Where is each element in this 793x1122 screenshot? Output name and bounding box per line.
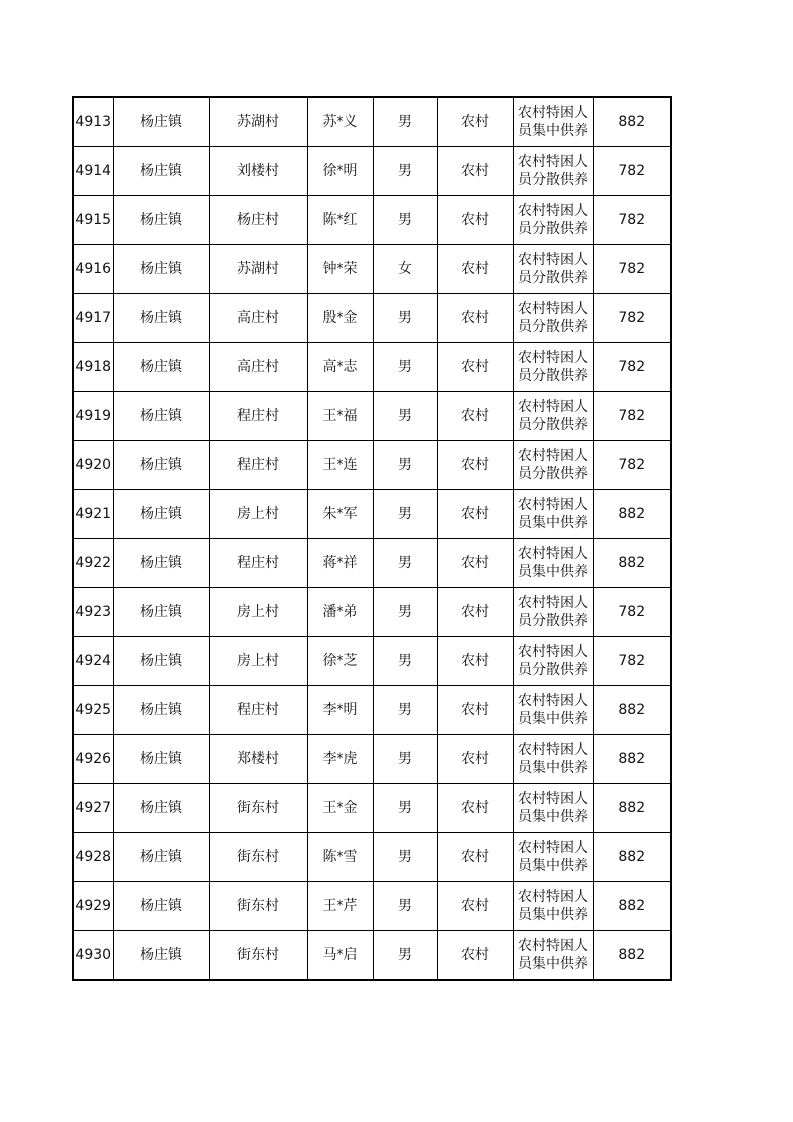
cell-gender: 男 — [373, 539, 437, 588]
table-row — [73, 931, 671, 981]
cell-village: 高庄村 — [209, 294, 307, 343]
cell-gender: 男 — [373, 97, 437, 147]
cell-name: 陈*雪 — [307, 833, 373, 882]
table-row — [73, 343, 671, 392]
cell-id: 4927 — [73, 784, 113, 833]
cell-amount: 782 — [593, 196, 671, 245]
table-row — [73, 735, 671, 784]
cell-gender: 男 — [373, 686, 437, 735]
cell-area: 农村 — [437, 637, 513, 686]
records-table — [72, 96, 672, 981]
table-row — [73, 441, 671, 490]
cell-town: 杨庄镇 — [113, 147, 209, 196]
cell-gender: 男 — [373, 147, 437, 196]
cell-village: 房上村 — [209, 490, 307, 539]
cell-village: 程庄村 — [209, 441, 307, 490]
cell-village: 街东村 — [209, 784, 307, 833]
cell-support-type: 农村特困人员集中供养 — [513, 931, 593, 981]
cell-support-type: 农村特困人员集中供养 — [513, 539, 593, 588]
table-row — [73, 294, 671, 343]
cell-amount: 882 — [593, 735, 671, 784]
cell-town: 杨庄镇 — [113, 637, 209, 686]
cell-amount: 782 — [593, 637, 671, 686]
table-row — [73, 392, 671, 441]
cell-village: 房上村 — [209, 588, 307, 637]
cell-area: 农村 — [437, 441, 513, 490]
cell-town: 杨庄镇 — [113, 97, 209, 147]
cell-id: 4915 — [73, 196, 113, 245]
table-row — [73, 833, 671, 882]
cell-name: 殷*金 — [307, 294, 373, 343]
cell-name: 钟*荣 — [307, 245, 373, 294]
cell-village: 苏湖村 — [209, 97, 307, 147]
cell-town: 杨庄镇 — [113, 392, 209, 441]
cell-support-type: 农村特困人员集中供养 — [513, 97, 593, 147]
cell-id: 4918 — [73, 343, 113, 392]
cell-name: 王*金 — [307, 784, 373, 833]
cell-area: 农村 — [437, 392, 513, 441]
cell-name: 潘*弟 — [307, 588, 373, 637]
cell-area: 农村 — [437, 588, 513, 637]
table-row — [73, 637, 671, 686]
cell-town: 杨庄镇 — [113, 833, 209, 882]
cell-town: 杨庄镇 — [113, 441, 209, 490]
cell-area: 农村 — [437, 343, 513, 392]
cell-support-type: 农村特困人员集中供养 — [513, 686, 593, 735]
cell-gender: 男 — [373, 441, 437, 490]
cell-amount: 882 — [593, 490, 671, 539]
table-row — [73, 490, 671, 539]
cell-id: 4930 — [73, 931, 113, 981]
cell-support-type: 农村特困人员分散供养 — [513, 245, 593, 294]
cell-area: 农村 — [437, 539, 513, 588]
cell-area: 农村 — [437, 735, 513, 784]
cell-id: 4922 — [73, 539, 113, 588]
cell-village: 杨庄村 — [209, 196, 307, 245]
table-row — [73, 245, 671, 294]
cell-village: 街东村 — [209, 833, 307, 882]
cell-amount: 882 — [593, 686, 671, 735]
cell-support-type: 农村特困人员分散供养 — [513, 343, 593, 392]
table-row — [73, 147, 671, 196]
cell-support-type: 农村特困人员分散供养 — [513, 147, 593, 196]
cell-id: 4920 — [73, 441, 113, 490]
cell-amount: 782 — [593, 343, 671, 392]
cell-gender: 男 — [373, 833, 437, 882]
cell-town: 杨庄镇 — [113, 931, 209, 981]
cell-town: 杨庄镇 — [113, 784, 209, 833]
cell-amount: 882 — [593, 833, 671, 882]
cell-support-type: 农村特困人员分散供养 — [513, 294, 593, 343]
cell-support-type: 农村特困人员分散供养 — [513, 637, 593, 686]
cell-name: 马*启 — [307, 931, 373, 981]
cell-area: 农村 — [437, 931, 513, 981]
cell-area: 农村 — [437, 97, 513, 147]
cell-support-type: 农村特困人员分散供养 — [513, 441, 593, 490]
cell-id: 4916 — [73, 245, 113, 294]
cell-name: 王*连 — [307, 441, 373, 490]
cell-name: 苏*义 — [307, 97, 373, 147]
cell-village: 程庄村 — [209, 392, 307, 441]
cell-amount: 882 — [593, 539, 671, 588]
cell-area: 农村 — [437, 147, 513, 196]
cell-support-type: 农村特困人员分散供养 — [513, 588, 593, 637]
cell-name: 李*明 — [307, 686, 373, 735]
cell-gender: 男 — [373, 931, 437, 981]
cell-gender: 男 — [373, 735, 437, 784]
cell-gender: 男 — [373, 490, 437, 539]
cell-town: 杨庄镇 — [113, 490, 209, 539]
cell-gender: 男 — [373, 392, 437, 441]
table-row — [73, 539, 671, 588]
cell-amount: 782 — [593, 441, 671, 490]
cell-area: 农村 — [437, 196, 513, 245]
cell-name: 王*芹 — [307, 882, 373, 931]
cell-id: 4925 — [73, 686, 113, 735]
cell-gender: 女 — [373, 245, 437, 294]
cell-area: 农村 — [437, 784, 513, 833]
cell-amount: 782 — [593, 245, 671, 294]
cell-gender: 男 — [373, 784, 437, 833]
cell-village: 苏湖村 — [209, 245, 307, 294]
cell-area: 农村 — [437, 686, 513, 735]
cell-gender: 男 — [373, 196, 437, 245]
cell-village: 房上村 — [209, 637, 307, 686]
cell-name: 王*福 — [307, 392, 373, 441]
cell-name: 李*虎 — [307, 735, 373, 784]
cell-amount: 782 — [593, 588, 671, 637]
cell-name: 陈*红 — [307, 196, 373, 245]
cell-town: 杨庄镇 — [113, 539, 209, 588]
table-row — [73, 882, 671, 931]
cell-name: 蒋*祥 — [307, 539, 373, 588]
cell-village: 刘楼村 — [209, 147, 307, 196]
cell-name: 徐*芝 — [307, 637, 373, 686]
table-row — [73, 588, 671, 637]
cell-gender: 男 — [373, 882, 437, 931]
cell-town: 杨庄镇 — [113, 196, 209, 245]
cell-id: 4928 — [73, 833, 113, 882]
cell-id: 4921 — [73, 490, 113, 539]
cell-gender: 男 — [373, 637, 437, 686]
cell-support-type: 农村特困人员集中供养 — [513, 490, 593, 539]
table-body — [73, 97, 671, 980]
cell-id: 4923 — [73, 588, 113, 637]
table-row — [73, 196, 671, 245]
cell-village: 郑楼村 — [209, 735, 307, 784]
cell-id: 4919 — [73, 392, 113, 441]
cell-id: 4914 — [73, 147, 113, 196]
cell-town: 杨庄镇 — [113, 294, 209, 343]
cell-area: 农村 — [437, 833, 513, 882]
cell-name: 朱*军 — [307, 490, 373, 539]
cell-support-type: 农村特困人员分散供养 — [513, 392, 593, 441]
cell-support-type: 农村特困人员分散供养 — [513, 196, 593, 245]
cell-amount: 882 — [593, 882, 671, 931]
table-row — [73, 686, 671, 735]
cell-name: 高*志 — [307, 343, 373, 392]
cell-gender: 男 — [373, 294, 437, 343]
cell-village: 高庄村 — [209, 343, 307, 392]
table-row — [73, 784, 671, 833]
cell-village: 程庄村 — [209, 686, 307, 735]
cell-amount: 782 — [593, 147, 671, 196]
cell-id: 4926 — [73, 735, 113, 784]
cell-id: 4929 — [73, 882, 113, 931]
cell-town: 杨庄镇 — [113, 735, 209, 784]
cell-name: 徐*明 — [307, 147, 373, 196]
cell-village: 街东村 — [209, 931, 307, 981]
cell-town: 杨庄镇 — [113, 882, 209, 931]
table-row — [73, 97, 671, 147]
cell-village: 街东村 — [209, 882, 307, 931]
cell-id: 4913 — [73, 97, 113, 147]
cell-village: 程庄村 — [209, 539, 307, 588]
cell-town: 杨庄镇 — [113, 343, 209, 392]
cell-amount: 782 — [593, 294, 671, 343]
cell-gender: 男 — [373, 343, 437, 392]
cell-amount: 882 — [593, 784, 671, 833]
cell-amount: 882 — [593, 931, 671, 981]
cell-amount: 782 — [593, 392, 671, 441]
cell-town: 杨庄镇 — [113, 588, 209, 637]
cell-id: 4924 — [73, 637, 113, 686]
cell-gender: 男 — [373, 588, 437, 637]
cell-support-type: 农村特困人员集中供养 — [513, 882, 593, 931]
cell-town: 杨庄镇 — [113, 245, 209, 294]
cell-area: 农村 — [437, 245, 513, 294]
cell-amount: 882 — [593, 97, 671, 147]
cell-area: 农村 — [437, 294, 513, 343]
cell-id: 4917 — [73, 294, 113, 343]
cell-area: 农村 — [437, 882, 513, 931]
cell-support-type: 农村特困人员集中供养 — [513, 735, 593, 784]
cell-support-type: 农村特困人员集中供养 — [513, 784, 593, 833]
cell-town: 杨庄镇 — [113, 686, 209, 735]
cell-support-type: 农村特困人员集中供养 — [513, 833, 593, 882]
cell-area: 农村 — [437, 490, 513, 539]
